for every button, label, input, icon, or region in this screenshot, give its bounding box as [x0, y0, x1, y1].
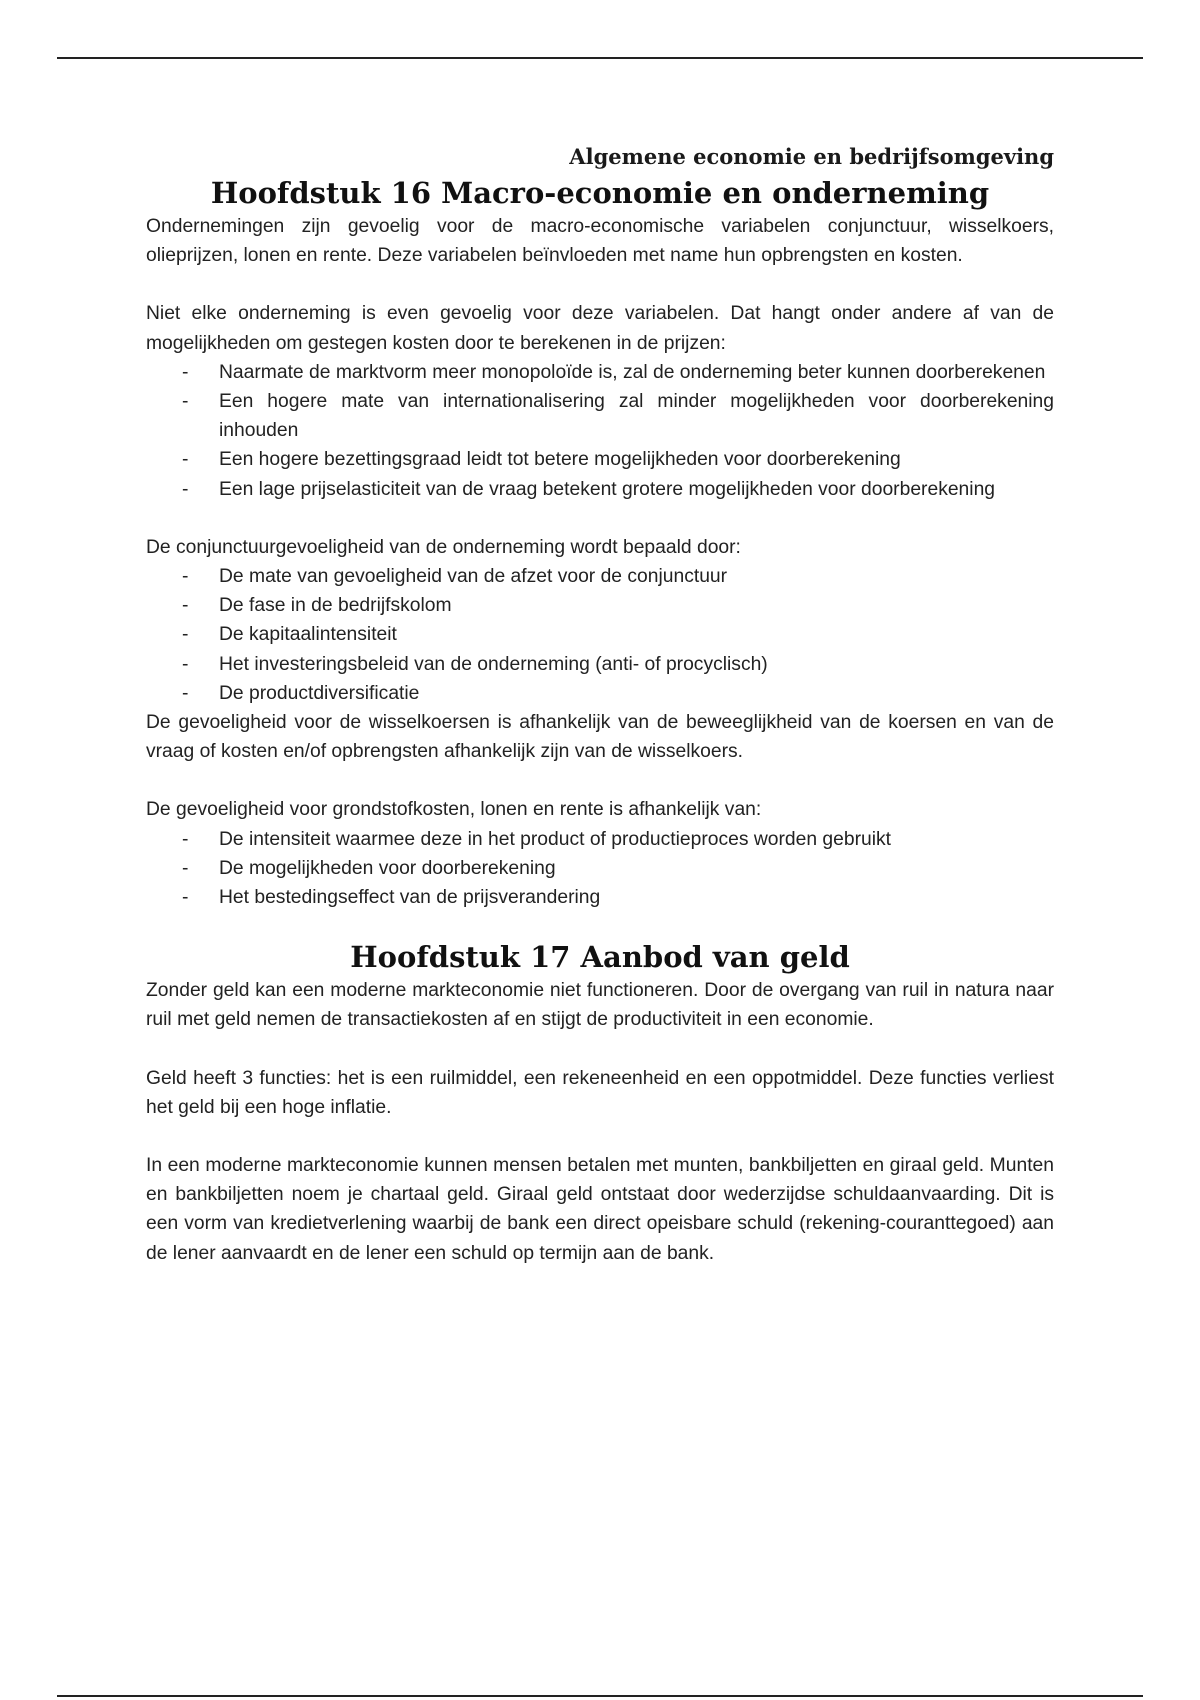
list-marker: - [182, 566, 189, 588]
cycle-list [146, 562, 1054, 708]
sensitivity-intro: Niet elke onderneming is even gevoelig voor deze variabelen. Dat hangt onder andere af van de mogelijkheden om gestegen kosten door te berekenen in de prijzen: [146, 303, 1054, 354]
chapter-16-title: Hoofdstuk 16 Macro-economie en onderneming [210, 176, 990, 210]
list-marker: - [182, 887, 189, 909]
list-marker: - [182, 624, 189, 646]
list-item: - Naarmate de marktvorm meer monopoloïde is, zal de onderneming beter kunnen doorberekenen [219, 358, 1054, 387]
document-page [146, 140, 1054, 1268]
list-marker: - [182, 828, 189, 850]
list-item: - De fase in de bedrijfskolom [219, 591, 1054, 620]
list-marker: - [182, 361, 189, 383]
list-item: - De mate van gevoeligheid van de afzet voor de conjunctuur [219, 562, 1054, 591]
list-item: - Een hogere bezettingsgraad leidt tot betere mogelijkheden voor doorberekening [219, 445, 1054, 474]
list-marker: - [182, 595, 189, 617]
list-marker: - [182, 682, 189, 704]
raw-materials-intro: De gevoeligheid voor grondstofkosten, lonen en rente is afhankelijk van: [146, 799, 762, 821]
list-item: - Het bestedingseffect van de prijsverandering [219, 883, 1054, 912]
chapter-17-paragraph-1: Zonder geld kan een moderne markteconomie niet functioneren. Door de overgang van ruil in natura naar ruil met geld nemen de transactiekosten af en stijgt de productiviteit in een economie. [146, 980, 1054, 1031]
list-item: - Een hogere mate van internationalisering zal minder mogelijkheden voor doorberekening inhouden [219, 387, 1054, 445]
list-marker: - [182, 478, 189, 500]
list-marker: - [182, 857, 189, 879]
course-header: Algemene economie en bedrijfsomgeving [569, 144, 1054, 169]
cycle-intro: De conjunctuurgevoeligheid van de onderneming wordt bepaald door: [146, 536, 741, 558]
list-item: - Een lage prijselasticiteit van de vraag betekent grotere mogelijkheden voor doorberekening [219, 475, 1054, 504]
chapter-17-title: Hoofdstuk 17 Aanbod van geld [350, 940, 850, 975]
list-marker: - [182, 653, 189, 675]
bottom-rule [57, 1695, 1143, 1697]
chapter-17-paragraph-2: Geld heeft 3 functies: het is een ruilmiddel, een rekeneenheid en een oppotmiddel. Deze functies verliest het geld bij een hoge inflatie. [146, 1067, 1054, 1118]
sensitivity-list [146, 358, 1054, 504]
list-item: - Het investeringsbeleid van de onderneming (anti- of procyclisch) [219, 650, 1054, 679]
chapter-16-intro: Ondernemingen zijn gevoelig voor de macro-economische variabelen conjunctuur, wisselkoers, olieprijzen, lonen en rente. Deze variabelen beïnvloeden met name hun opbrengsten en kosten. [146, 216, 1054, 267]
exchange-rate-paragraph: De gevoeligheid voor de wisselkoersen is afhankelijk van de beweeglijkheid van de koersen en van de vraag of kosten en/of opbrengsten afhankelijk zijn van de wisselkoers. [146, 712, 1054, 763]
top-rule [57, 57, 1143, 59]
list-item: - De mogelijkheden voor doorberekening [219, 854, 1054, 883]
list-item: - De intensiteit waarmee deze in het product of productieproces worden gebruikt [219, 825, 1054, 854]
list-item: - De productdiversificatie [219, 679, 1054, 708]
list-marker: - [182, 391, 189, 413]
raw-materials-list [146, 825, 1054, 913]
list-marker: - [182, 449, 189, 471]
list-item: - De kapitaalintensiteit [219, 620, 1054, 649]
chapter-17-paragraph-3: In een moderne markteconomie kunnen mensen betalen met munten, bankbiljetten en giraal geld. Munten en bankbiljetten noem je chartaal geld. Giraal geld ontstaat door wederzijdse schuldaanvaarding. Dit is een vorm van kredietverlening waarbij de bank een direct opeisbare schuld (rekening-couranttegoed) aan de lener aanvaardt en de lener een schuld op termijn aan de bank. [146, 1155, 1054, 1264]
